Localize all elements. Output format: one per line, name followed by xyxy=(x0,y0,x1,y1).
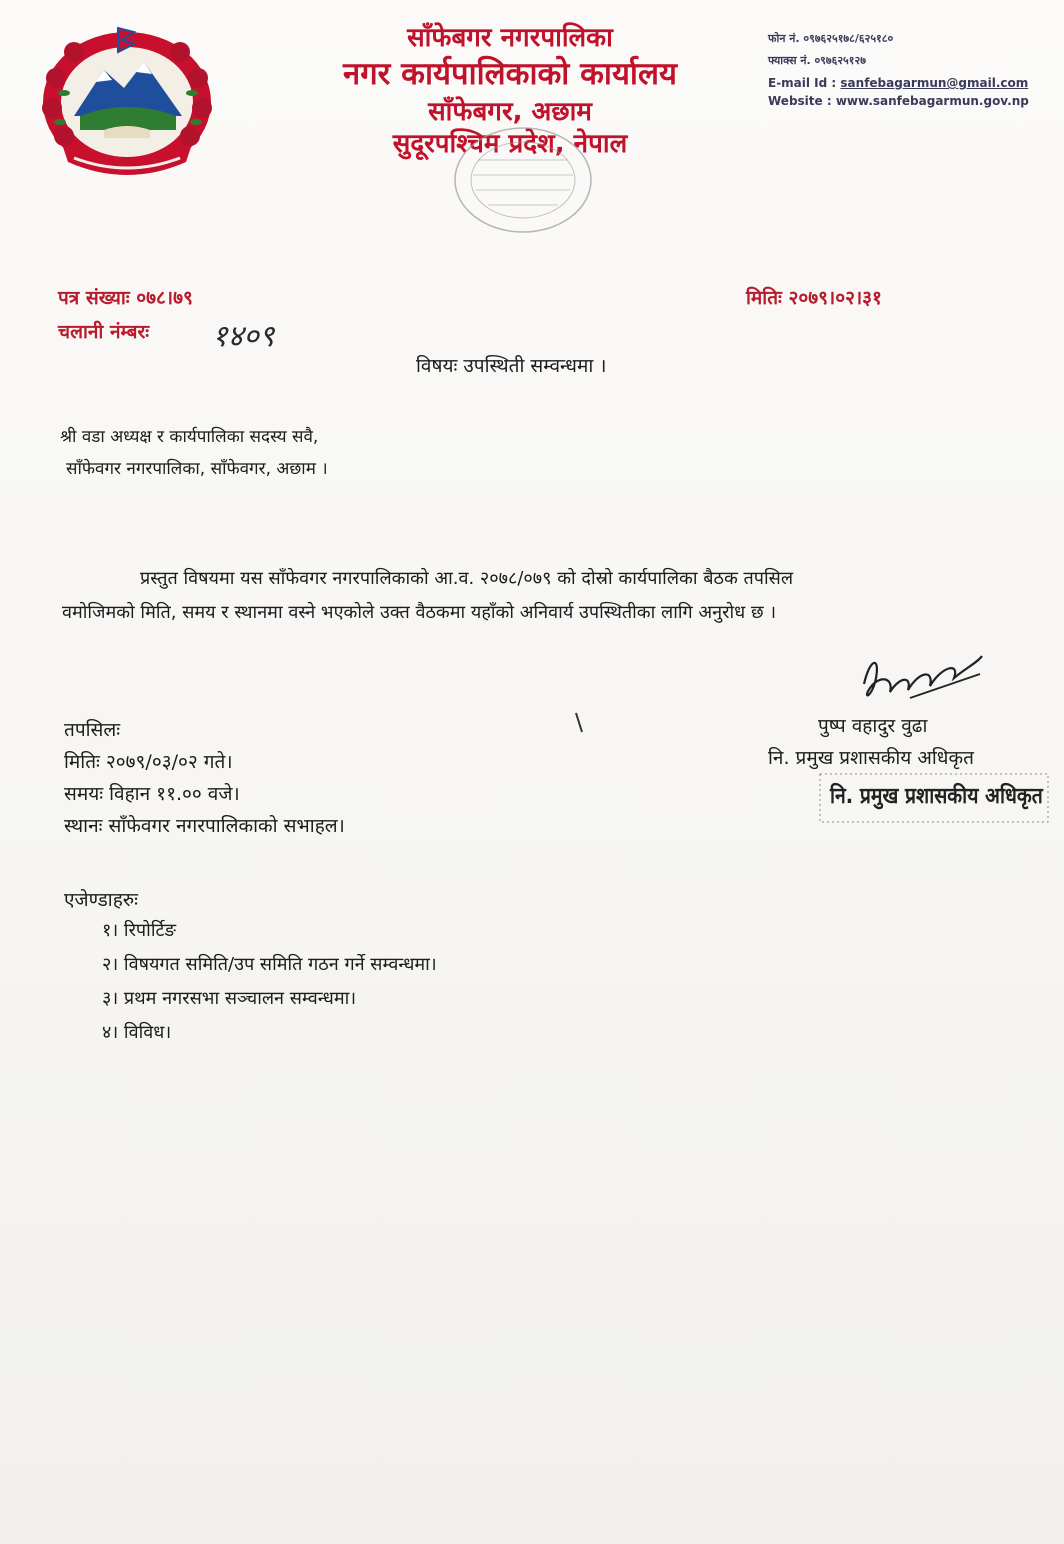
province-country: सुदूरपश्चिम प्रदेश, नेपाल xyxy=(392,129,628,159)
date-label: मितिः xyxy=(746,287,782,309)
email-label: E-mail Id : xyxy=(768,76,837,90)
meeting-time: समयः विहान ११.०० वजे। xyxy=(64,783,240,805)
letter-date xyxy=(746,284,882,310)
addressee-line-1: श्री वडा अध्यक्ष र कार्यपालिका सदस्य सवै, xyxy=(60,427,319,447)
reference-value: ०७८।७९ xyxy=(136,287,193,309)
website-link[interactable]: www.sanfebagarmun.gov.np xyxy=(835,94,1029,108)
body-line-1: प्रस्तुत विषयमा यस साँफेवगर नगरपालिकाको आ.व. २०७८/०७९ को दोस्रो कार्यपालिका बैठक तपसिल xyxy=(140,568,794,589)
meeting-venue: स्थानः साँफेवगर नगरपालिकाको सभाहल। xyxy=(64,815,345,837)
agenda-item: ४। विविध। xyxy=(102,1022,172,1043)
email-line xyxy=(768,76,1028,90)
schedule-title: तपसिलः xyxy=(64,719,121,741)
date-value: २०७९।०२।३१ xyxy=(788,287,882,309)
dispatch-number-label: चलानी नंम्बरः xyxy=(58,321,150,343)
reference-number xyxy=(58,284,193,310)
website-label: Website : xyxy=(768,94,832,108)
signatory-name: पुष्प वहादुर वुढा xyxy=(818,715,928,737)
designation-seal-text: नि. प्रमुख प्रशासकीय अधिकृत xyxy=(830,784,1043,809)
office-location: साँफेबगर, अछाम xyxy=(428,97,592,127)
phone-number: फोन नं. ०९७६२५१७८/६२५१८० xyxy=(768,32,894,45)
meeting-date: मितिः २०७९/०३/०२ गते। xyxy=(64,751,233,773)
nepal-emblem-icon xyxy=(34,18,220,178)
email-link[interactable]: sanfebagarmun@gmail.com xyxy=(840,76,1029,90)
letter-subject: विषयः उपस्थिती सम्वन्धमा । xyxy=(416,355,607,377)
agenda-item: ३। प्रथम नगरसभा सञ्चालन सम्वन्धमा। xyxy=(102,988,357,1009)
office-stamp-icon xyxy=(448,120,598,240)
reference-label: पत्र संख्याः xyxy=(58,287,130,309)
dispatch-number-handwritten: १४०९ xyxy=(212,319,275,354)
pen-mark xyxy=(575,712,583,734)
body-line-2: वमोजिमको मिति, समय र स्थानमा वस्ने भएकोले उक्त वैठकमा यहाँको अनिवार्य उपस्थितीका लागि अनुरोध छ । xyxy=(62,602,777,623)
agenda-item: २। विषयगत समिति/उप समिति गठन गर्ने सम्वन्धमा। xyxy=(102,954,437,975)
signatory-title: नि. प्रमुख प्रशासकीय अधिकृत xyxy=(768,747,974,769)
signature-icon xyxy=(850,648,990,708)
website-line xyxy=(768,94,1029,108)
fax-number: फ्याक्स नं. ०९७६२५१२७ xyxy=(768,54,866,67)
agenda-item: १। रिपोर्टिङ xyxy=(102,920,177,941)
agenda-title: एजेण्डाहरुः xyxy=(64,889,139,911)
addressee-line-2: साँफेवगर नगरपालिका, साँफेवगर, अछाम । xyxy=(66,459,328,479)
office-name: नगर कार्यपालिकाको कार्यालय xyxy=(343,56,677,92)
municipality-name: साँफेबगर नगरपालिका xyxy=(407,23,613,53)
